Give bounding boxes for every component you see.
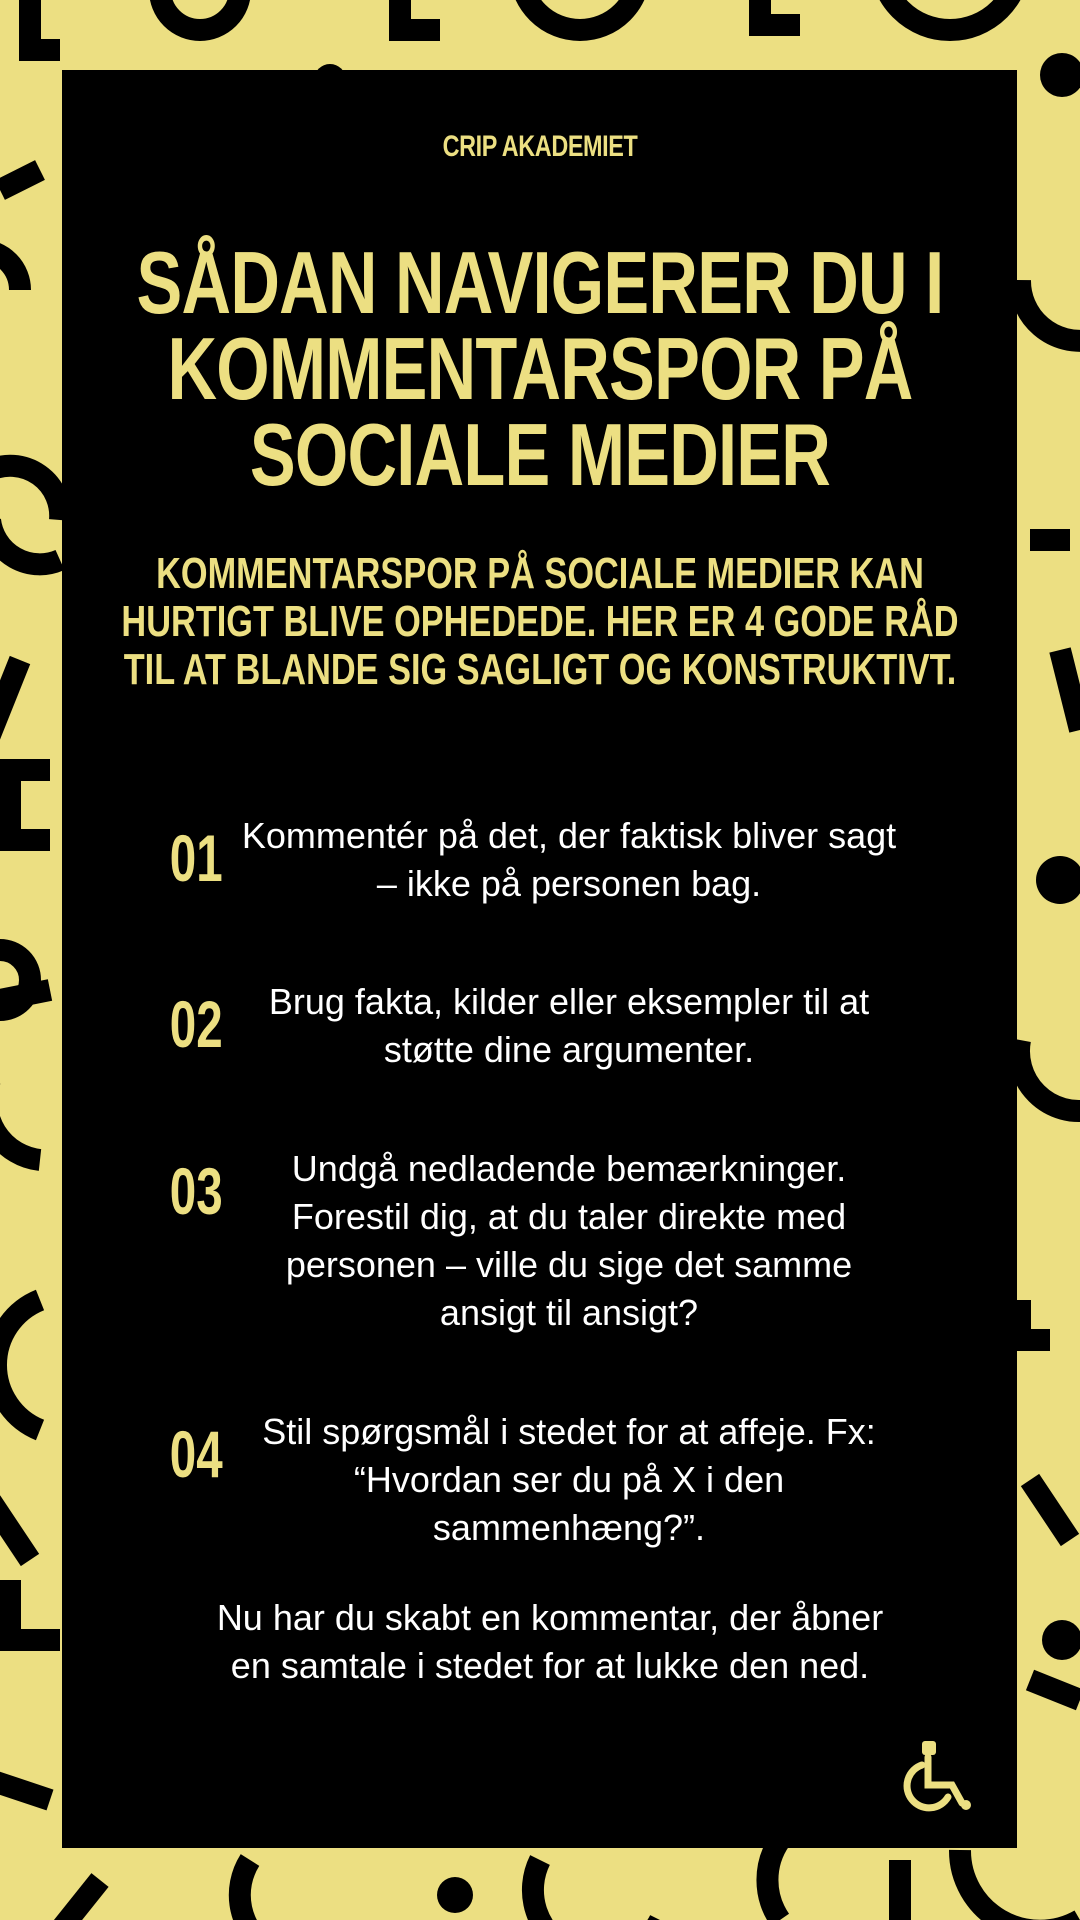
tip-text: Stil spørgsmål i stedet for at affeje. Fx: “Hvordan ser du på X i den sammenhæng?”. [262, 1411, 876, 1548]
closing-text: Nu har du skabt en kommentar, der åbner en samtale i stedet for at lukke den ned. [216, 1597, 884, 1686]
wheelchair-fist-icon [900, 1735, 976, 1815]
page-title: SÅDAN NAVIGERER DU I KOMMENTARSPOR PÅ SOCIALE MEDIER [136, 233, 944, 504]
tip-text: Undgå nedladende bemærkninger. Forestil dig, at du taler direkte med personen – ville du sige det samme ansigt til ansigt? [285, 1148, 853, 1333]
tip-text: Brug fakta, kilder eller eksempler til at støtte dine argumenter. [268, 981, 870, 1070]
tip-number: 04 [169, 1417, 223, 1491]
tip-number: 02 [169, 987, 223, 1061]
intro-text: KOMMENTARSPOR PÅ SOCIALE MEDIER KAN HURTIGT BLIVE OPHEDEDE. HER ER 4 GODE RÅD TIL AT BLANDE SIG SAGLIGT OG KONSTRUKTIVT. [121, 549, 959, 694]
tip-number: 01 [169, 821, 223, 895]
tip-number: 03 [169, 1154, 223, 1228]
brand-name: CRIP AKADEMIET [442, 130, 638, 163]
tip-text: Kommentér på det, der faktisk bliver sagt – ikke på personen bag. [241, 815, 897, 904]
